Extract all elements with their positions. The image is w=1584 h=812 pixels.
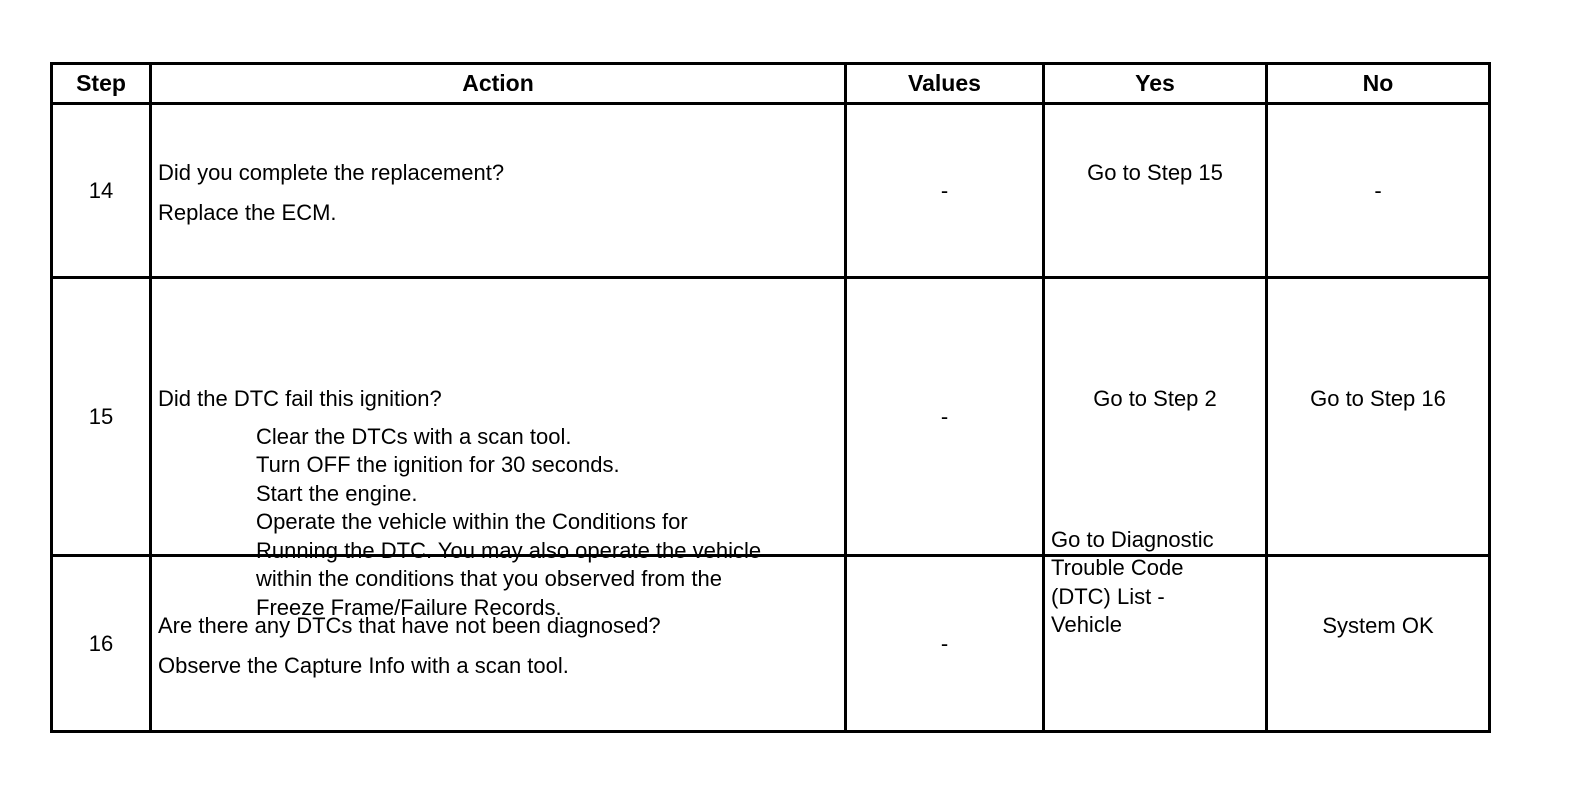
header-values: Values <box>846 64 1044 104</box>
yes-link[interactable] <box>1051 526 1214 640</box>
action-cell <box>151 104 846 278</box>
yes-cell <box>1044 278 1267 556</box>
step-number: 15 <box>52 278 151 556</box>
header-action: Action <box>151 64 846 104</box>
yes-link-line: Go to Diagnostic <box>1051 526 1214 552</box>
no-result: System OK <box>1322 612 1434 638</box>
no-cell <box>1267 556 1490 732</box>
action-list-item: Start the engine. <box>256 480 418 506</box>
action-list-item: Freeze Frame/Failure Records. <box>256 594 562 620</box>
action-list-item: Turn OFF the ignition for 30 seconds. <box>256 452 620 477</box>
action-list-item: Operate the vehicle within the Conditions for <box>256 509 688 534</box>
header-yes: Yes <box>1044 64 1267 104</box>
table-row <box>52 104 1490 278</box>
action-list-item: within the conditions that you observed from the <box>256 566 722 591</box>
no-cell: - <box>1267 104 1490 278</box>
action-question: Are there any DTCs that have not been diagnosed? <box>158 612 661 638</box>
yes-link[interactable]: Go to Step 15 <box>1087 159 1223 185</box>
header-no: No <box>1267 64 1490 104</box>
action-question: Did the DTC fail this ignition? <box>158 385 442 411</box>
action-list <box>256 423 761 623</box>
header-row <box>52 64 1490 104</box>
table-row <box>52 278 1490 556</box>
no-link[interactable]: Go to Step 16 <box>1310 385 1446 411</box>
yes-link[interactable]: Go to Step 2 <box>1093 385 1217 411</box>
yes-link-line: Trouble Code <box>1051 555 1184 580</box>
action-question: Did you complete the replacement? <box>158 159 505 185</box>
action-instruction: Replace the ECM. <box>158 199 337 225</box>
yes-cell <box>1044 526 1267 732</box>
values-cell: - <box>846 278 1044 556</box>
no-cell <box>1267 278 1490 556</box>
values-cell: - <box>846 556 1044 732</box>
yes-link-line: (DTC) List - <box>1051 583 1165 609</box>
diagnostic-steps-table <box>50 62 1491 733</box>
step-number: 16 <box>52 556 151 732</box>
action-list-item: Clear the DTCs with a scan tool. <box>256 423 572 449</box>
yes-link-line: Vehicle <box>1051 612 1122 637</box>
action-cell <box>151 278 846 620</box>
values-cell: - <box>846 104 1044 278</box>
step-number: 14 <box>52 104 151 278</box>
header-step: Step <box>52 64 151 104</box>
yes-cell <box>1044 104 1267 278</box>
action-list-item: Running the DTC. You may also operate the vehicle <box>256 537 762 563</box>
action-instruction: Observe the Capture Info with a scan tool. <box>158 652 569 678</box>
